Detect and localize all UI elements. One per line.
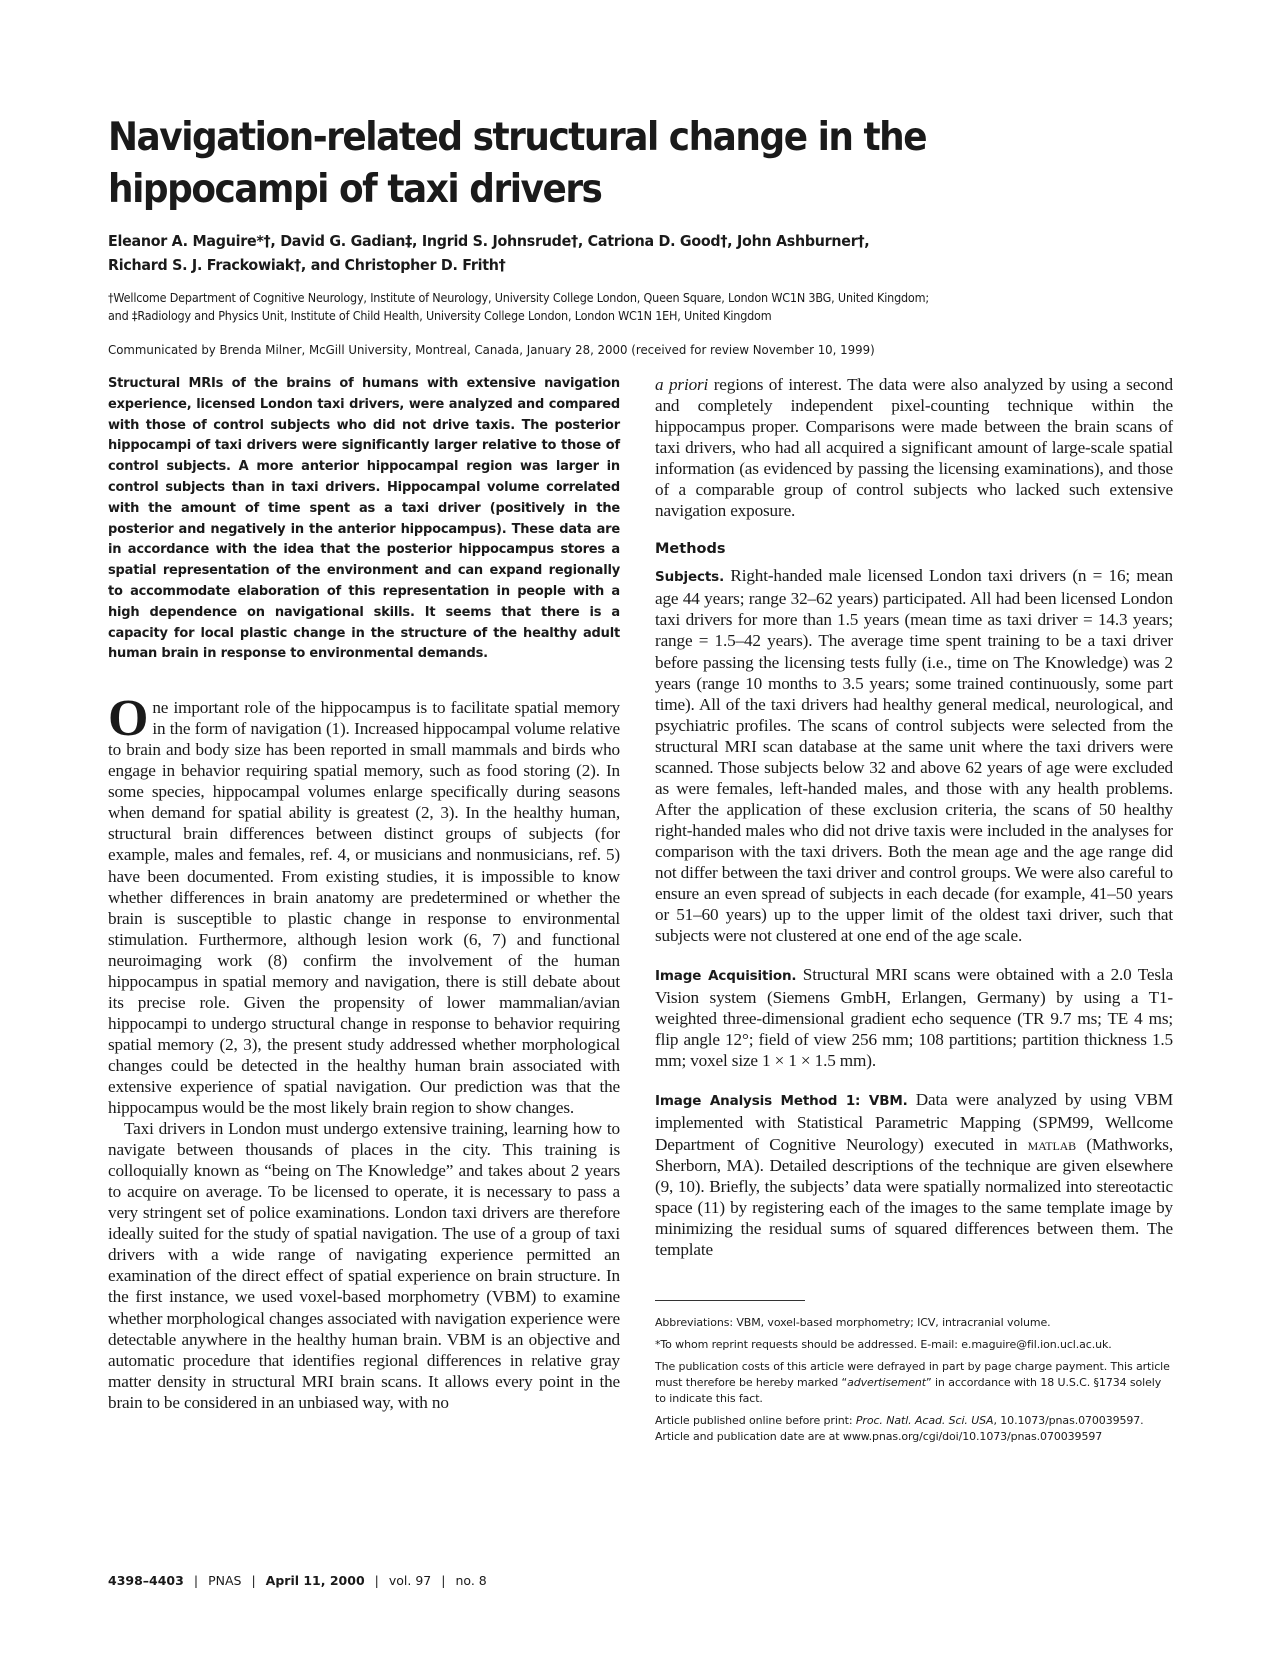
image-acquisition-text: Structural MRI scans were obtained with a 2.0 Tesla Vision system (Siemens GmbH, Erlangen, Germany) by using a T1-weighted three-dimensional gradient echo sequence (TR 9.7 ms; TE 4 ms; flip angle 12°; field of view 256 mm; 108 partitions; partition thickness 1.5 mm; voxel size 1 × 1 × 1.5 mm).: [655, 965, 1173, 1071]
methods-heading: Methods: [655, 541, 726, 558]
image-acquisition-paragraph: [655, 964, 1173, 1071]
image-acquisition-run-head: Image Acquisition.: [655, 968, 797, 985]
author-list: [108, 229, 1120, 277]
intro-continuation: [655, 374, 1173, 521]
right-column: [655, 374, 1173, 1451]
footer-journal: PNAS: [208, 1573, 242, 1588]
subjects-run-head: Subjects.: [655, 569, 725, 586]
vbm-text-1: Data were analyzed by using VBM implemented with Statistical Parametric Mapping (SPM99, Wellcome Department of Cognitive Neurology) executed in: [655, 1090, 1174, 1154]
published-text-2: , 10.1073/pnas.070039597.: [993, 1413, 1144, 1427]
footer-issue: no. 8: [455, 1573, 487, 1588]
intro-continuation-text: regions of interest. The data were also analyzed by using a second and completely independent pixel-counting technique within the hippocampus proper. Comparisons were made between the brain scans of taxi drivers, who had all acquired a significant amount of large-scale spatial information (as evidenced by passing the licensing examinations), and those of a comparable group of control subjects who lacked such extensive navigation exposure.: [655, 375, 1173, 521]
footer-date: April 11, 2000: [265, 1573, 365, 1588]
intro-paragraph-2: Taxi drivers in London must undergo extensive training, learning how to navigate between thousands of places in the city. This training is colloquially known as “being on The Knowledge” and takes about 2 years to acquire on average. To be licensed to operate, it is necessary to pass a very stringent set of police examinations. London taxi drivers are therefore ideally suited for the study of spatial navigation. The use of a group of taxi drivers with a wide range of navigating experience permitted an examination of the direct effect of spatial experience on brain structure. In the first instance, we used voxel-based morphometry (VBM) to examine whether morphological changes associated with navigation experience were detectable anywhere in the healthy human brain. VBM is an objective and automatic procedure that identifies regional differences in relative gray matter density in structural MRI brain scans. It allows every point in the brain to be considered in an unbiased way, with no: [108, 1119, 620, 1412]
footer-pages: 4398–4403: [108, 1573, 184, 1588]
footer-separator: |: [441, 1573, 446, 1588]
introduction: [108, 690, 620, 1413]
vbm-text-2: (Mathworks, Sherborn, MA). Detailed descriptions of the technique are given elsewhere (9, 10). Briefly, the subjects’ data were spatially normalized into stereotactic space (11) by registering each of the images to the same template image by minimizing the residual sums of squared differences between them. The template: [655, 1134, 1173, 1259]
subjects-paragraph: [655, 565, 1173, 946]
a-priori-italic: a priori: [655, 375, 709, 394]
vbm-run-head: Image Analysis Method 1: VBM.: [655, 1093, 908, 1110]
costs-text-1: The publication costs of this article were defrayed in part by page charge payment. This article must therefore be hereby marked “: [655, 1359, 1170, 1389]
authors-line-2: Richard S. J. Frackowiak†, and Christopher D. Frith†: [108, 256, 506, 274]
intro-paragraph-1-text: ne important role of the hippocampus is to facilitate spatial memory in the form of navigation (1). Increased hippocampal volume relative to brain and body size has been reported in small mammals and birds who engage in behavior requiring spatial memory, such as food storing (2). In some species, hippocampal volumes enlarge specifically during seasons when demand for spatial ability is greatest (2, 3). In the healthy human, structural brain differences between distinct groups of subjects (for example, males and females, ref. 4, or musicians and nonmusicians, ref. 5) have been documented. From existing studies, it is impossible to know whether differences in brain anatomy are predetermined or whether the brain is susceptible to plastic change in response to environmental stimulation. Furthermore, although lesion work (6, 7) and functional neuroimaging work (8) confirm the involvement of the human hippocampus in spatial memory and navigation, there is still debate about its precise role. Given the propensity of lower mammalian/avian hippocampi to undergo structural change in response to behavior requiring spatial memory (2, 3), the present study addressed whether morphological changes could be detected in the healthy human brain associated with extensive experience of spatial navigation. Our prediction was that the hippocampus would be the most likely brain region to show changes.: [108, 698, 620, 1118]
footer-volume: vol. 97: [388, 1573, 432, 1588]
paper-title: Navigation-related structural change in the hippocampi of taxi drivers: [108, 115, 927, 212]
vbm-paragraph: [655, 1089, 1173, 1259]
left-column: [108, 374, 620, 1413]
footnote-published: [655, 1413, 1173, 1445]
page-footer: [108, 1573, 487, 1588]
footnote-divider: [655, 1300, 805, 1301]
journal-italic: Proc. Natl. Acad. Sci. USA: [855, 1413, 994, 1427]
costs-text-2: ” in accordance with 18 U.S.C. §1734 solely to indicate this fact.: [655, 1375, 1162, 1405]
affiliation-1: †Wellcome Department of Cognitive Neurology, Institute of Neurology, University College London, Queen Square, London WC1N 3BG, United Kingdom;: [108, 291, 929, 305]
subjects-text: Right-handed male licensed London taxi drivers (n = 16; mean age 44 years; range 32–62 years) participated. All had been licensed London taxi drivers for more than 1.5 years (mean time as taxi driver = 14.3 years; range = 1.5–42 years). The average time spent training to be a taxi driver before passing the licensing tests fully (i.e., time on The Knowledge) was 2 years (range 10 months to 3.5 years; some trained continuously, some part time). All of the taxi drivers had healthy general medical, neurological, and psychiatric profiles. The scans of control subjects were selected from the structural MRI scan database at the same unit where the taxi drivers were scanned. Those subjects below 32 and above 62 years of age were excluded as were females, left-handed males, and those with any health problems. After the application of these exclusion criteria, the scans of 50 healthy right-handed males who did not drive taxis were included in the analyses for comparison with the taxi drivers. Both the mean age and the age range did not differ between the taxi driver and control groups. We were also careful to ensure an even spread of subjects in each decade (for example, 41–50 years or 51–60 years) up to the upper limit of the oldest taxi driver, such that subjects were not clustered at one end of the age scale.: [655, 566, 1173, 946]
affiliation-2: and ‡Radiology and Physics Unit, Institute of Child Health, University College London, London WC1N 1EH, United Kingdom: [108, 309, 772, 323]
footer-separator: |: [374, 1573, 379, 1588]
footer-separator: |: [251, 1573, 256, 1588]
affiliations: [108, 289, 1175, 325]
communicated-by: Communicated by Brenda Milner, McGill University, Montreal, Canada, January 28, 2000 (received for review November 10, 1999): [108, 343, 875, 358]
matlab-smallcaps: matlab: [1027, 1134, 1077, 1154]
footer-separator: |: [193, 1573, 199, 1588]
intro-paragraph-1: [108, 690, 620, 1118]
abstract: Structural MRIs of the brains of humans with extensive navigation experience, licensed London taxi drivers, were analyzed and compared with those of control subjects who did not drive taxis. The posterior hippocampi of taxi drivers were significantly larger relative to those of control subjects. A more anterior hippocampal region was larger in control subjects than in taxi drivers. Hippocampal volume correlated with the amount of time spent as a taxi driver (positively in the posterior and negatively in the anterior hippocampus). These data are in accordance with the idea that the posterior hippocampus stores a spatial representation of the environment and can expand regionally to accommodate elaboration of this representation in people with a high dependence on navigational skills. It seems that there is a capacity for local plastic change in the structure of the healthy adult human brain in response to environmental demands.: [108, 376, 620, 662]
doi-link[interactable]: Article and publication date are at www.pnas.org/cgi/doi/10.1073/pnas.070039597: [655, 1429, 1103, 1443]
published-text-1: Article published online before print:: [655, 1413, 856, 1427]
authors-line-1: Eleanor A. Maguire*†, David G. Gadian‡, Ingrid S. Johnsrude†, Catriona D. Good†, John Ashburner†,: [108, 232, 870, 250]
footnote-reprint: *To whom reprint requests should be addressed. E-mail: e.maguire@fil.ion.ucl.ac.uk.: [655, 1337, 1112, 1351]
footnote-abbreviations: Abbreviations: VBM, voxel-based morphometry; ICV, intracranial volume.: [655, 1315, 1051, 1329]
advertisement-italic: advertisement: [847, 1375, 926, 1389]
footnote-costs: [655, 1359, 1173, 1407]
drop-cap: O: [108, 690, 149, 748]
